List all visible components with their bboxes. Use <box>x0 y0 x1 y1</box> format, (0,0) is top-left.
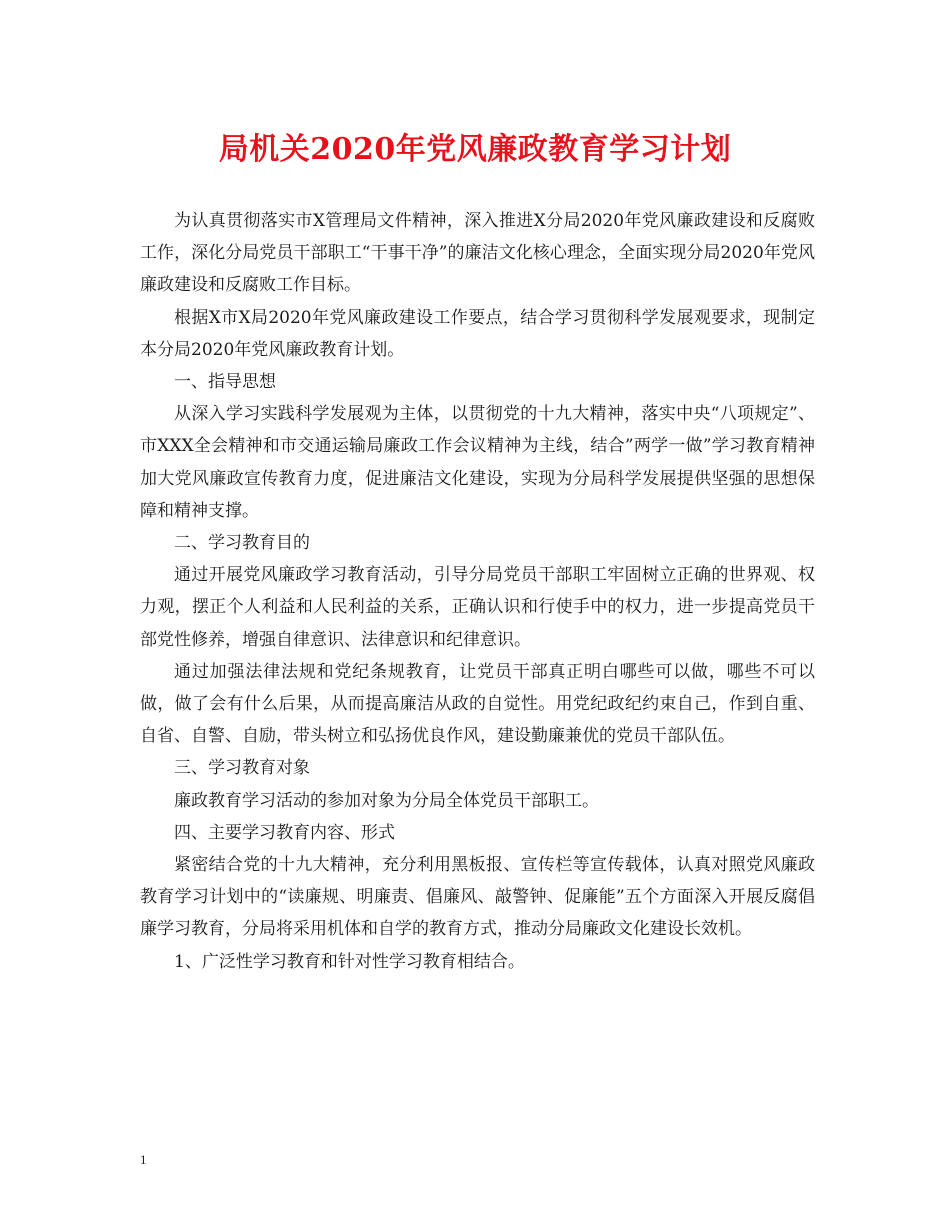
intro-paragraph: 为认真贯彻落实市X管理局文件精神，深入推进X分局2020年党风廉政建设和反腐败工作，深化分局党员干部职工“干事干净”的廉洁文化核心理念，全面实现分局2020年党风廉政建设和反腐败工作目标。 <box>140 211 815 296</box>
guiding-thought-paragraph: 从深入学习实践科学发展观为主体，以贯彻党的十九大精神，落实中央“八项规定”、市XXX全会精神和市交通运输局廉政工作会议精神为主线，结合”两学一做”学习教育精神加大党风廉政宣传教育力度，促进廉洁文化建设，实现为分局科学发展提供坚强的思想保障和精神支撑。 <box>140 404 815 521</box>
section-heading-audience: 三、学习教育对象 <box>174 758 310 779</box>
document-title: 局机关2020年党风廉政教育学习计划 <box>218 132 732 167</box>
basis-paragraph: 根据X市X局2020年党风廉政建设工作要点，结合学习贯彻科学发展观要求，现制定本分局2020年党风廉政教育计划。 <box>140 307 815 360</box>
content-paragraph: 紧密结合党的十九大精神，充分利用黑板报、宣传栏等宣传载体，认真对照党风廉政教育学习计划中的“读廉规、明廉责、倡廉风、敲警钟、促廉能”五个方面深入开展反腐倡廉学习教育，分局将采用机体和自学的教育方式，推动分局廉政文化建设长效机。 <box>140 855 815 940</box>
content-item-1: 1、广泛性学习教育和针对性学习教育相结合。 <box>174 951 525 972</box>
audience-paragraph: 廉政教育学习活动的参加对象为分局全体党员干部职工。 <box>174 790 599 811</box>
section-heading-purpose: 二、学习教育目的 <box>174 533 310 554</box>
purpose-paragraph-1: 通过开展党风廉政学习教育活动，引导分局党员干部职工牢固树立正确的世界观、权力观，摆正个人利益和人民利益的关系，正确认识和行使手中的权力，进一步提高党员干部党性修养，增强自律意识、法律意识和纪律意识。 <box>140 565 815 650</box>
purpose-paragraph-2: 通过加强法律法规和党纪条规教育，让党员干部真正明白哪些可以做，哪些不可以做，做了会有什么后果，从而提高廉洁从政的自觉性。用党纪政纪约束自己，作到自重、自省、自警、自励，带头树立和弘扬优良作风，建设勤廉兼优的党员干部队伍。 <box>140 661 815 747</box>
section-heading-guiding-thought: 一、指导思想 <box>174 372 276 393</box>
page-number: 1 <box>140 1152 147 1167</box>
section-heading-content: 四、主要学习教育内容、形式 <box>174 822 395 843</box>
document-body <box>140 205 815 978</box>
